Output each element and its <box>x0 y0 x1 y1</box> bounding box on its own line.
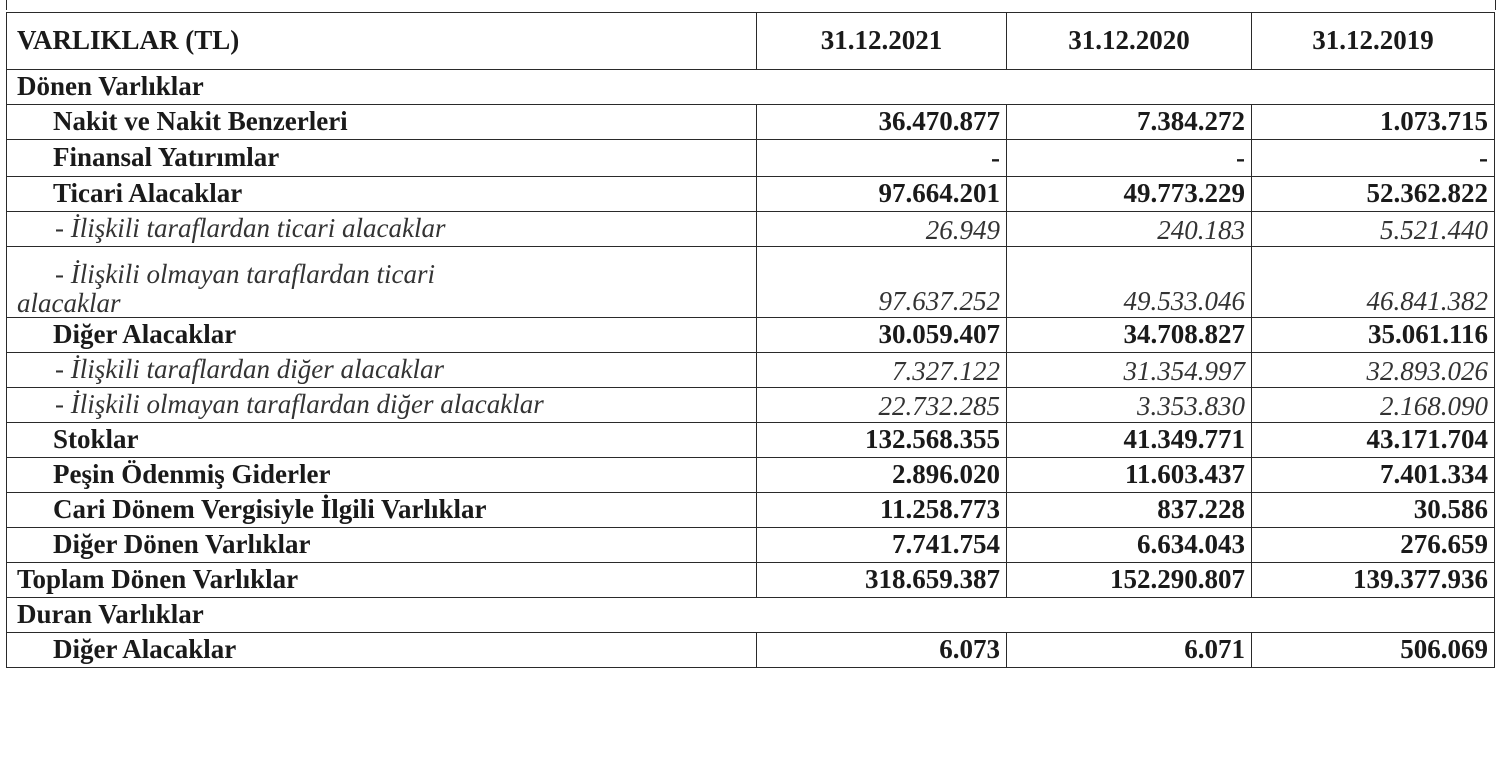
cell-2019: 52.362.822 <box>1252 177 1495 212</box>
cell-2019: 139.377.936 <box>1252 563 1495 598</box>
row-label: - İlişkili taraflardan ticari alacaklar <box>7 212 757 247</box>
row-label-line2: alacaklar <box>17 287 121 318</box>
row-label: Toplam Dönen Varlıklar <box>7 563 757 598</box>
table-row <box>7 212 1495 247</box>
table-row <box>7 318 1495 353</box>
cell-2021: 97.664.201 <box>757 177 1007 212</box>
table-row <box>7 633 1495 668</box>
cell-2021: 318.659.387 <box>757 563 1007 598</box>
cell-2021: 7.327.122 <box>757 353 1007 388</box>
table-top-edge <box>6 0 1496 10</box>
table-row <box>7 105 1495 140</box>
cell-2020: 31.354.997 <box>1007 353 1252 388</box>
cell-2019: 43.171.704 <box>1252 423 1495 458</box>
cell-2019: 35.061.116 <box>1252 318 1495 353</box>
table-header-row <box>7 13 1495 70</box>
section-row-current-assets <box>7 70 1495 105</box>
table-row <box>7 388 1495 423</box>
cell-2021: 2.896.020 <box>757 458 1007 493</box>
cell-2021: 26.949 <box>757 212 1007 247</box>
header-label: VARLIKLAR (TL) <box>7 13 757 70</box>
cell-2019: 7.401.334 <box>1252 458 1495 493</box>
cell-2020: 6.071 <box>1007 633 1252 668</box>
cell-2020: 34.708.827 <box>1007 318 1252 353</box>
cell-2021: 11.258.773 <box>757 493 1007 528</box>
row-label: Cari Dönem Vergisiyle İlgili Varlıklar <box>7 493 757 528</box>
cell-2021: - <box>757 140 1007 177</box>
cell-2020: 3.353.830 <box>1007 388 1252 423</box>
row-label: Diğer Dönen Varlıklar <box>7 528 757 563</box>
row-label-line1: - İlişkili olmayan taraflardan ticari <box>55 259 435 290</box>
row-label: Peşin Ödenmiş Giderler <box>7 458 757 493</box>
balance-sheet-table <box>6 12 1495 668</box>
table-row <box>7 140 1495 177</box>
cell-2019: 5.521.440 <box>1252 212 1495 247</box>
row-label: - İlişkili olmayan taraflardan diğer alacaklar <box>7 388 757 423</box>
cell-2020: 837.228 <box>1007 493 1252 528</box>
cell-2021: 97.637.252 <box>757 247 1007 318</box>
cell-2019: 46.841.382 <box>1252 247 1495 318</box>
header-col-2019: 31.12.2019 <box>1252 13 1495 70</box>
section-label: Dönen Varlıklar <box>7 70 1495 105</box>
row-label: Nakit ve Nakit Benzerleri <box>7 105 757 140</box>
cell-2019: 276.659 <box>1252 528 1495 563</box>
cell-2021: 6.073 <box>757 633 1007 668</box>
cell-2021: 7.741.754 <box>757 528 1007 563</box>
cell-2020: 152.290.807 <box>1007 563 1252 598</box>
cell-2021: 36.470.877 <box>757 105 1007 140</box>
cell-2019: 506.069 <box>1252 633 1495 668</box>
cell-2019: 30.586 <box>1252 493 1495 528</box>
row-label: Diğer Alacaklar <box>7 633 757 668</box>
table-row <box>7 247 1495 318</box>
header-col-2021: 31.12.2021 <box>757 13 1007 70</box>
header-col-2020: 31.12.2020 <box>1007 13 1252 70</box>
section-row-non-current-assets <box>7 598 1495 633</box>
row-label: Stoklar <box>7 423 757 458</box>
table-row <box>7 177 1495 212</box>
cell-2019: 1.073.715 <box>1252 105 1495 140</box>
row-label <box>7 247 757 318</box>
cell-2021: 30.059.407 <box>757 318 1007 353</box>
table-row <box>7 493 1495 528</box>
cell-2020: 6.634.043 <box>1007 528 1252 563</box>
table-row <box>7 458 1495 493</box>
row-label: Diğer Alacaklar <box>7 318 757 353</box>
row-label: Finansal Yatırımlar <box>7 140 757 177</box>
cell-2020: - <box>1007 140 1252 177</box>
cell-2019: 2.168.090 <box>1252 388 1495 423</box>
table-row <box>7 353 1495 388</box>
cell-2019: 32.893.026 <box>1252 353 1495 388</box>
cell-2020: 49.773.229 <box>1007 177 1252 212</box>
cell-2020: 240.183 <box>1007 212 1252 247</box>
row-label: Ticari Alacaklar <box>7 177 757 212</box>
cell-2020: 49.533.046 <box>1007 247 1252 318</box>
cell-2021: 132.568.355 <box>757 423 1007 458</box>
cell-2021: 22.732.285 <box>757 388 1007 423</box>
cell-2019: - <box>1252 140 1495 177</box>
cell-2020: 11.603.437 <box>1007 458 1252 493</box>
section-label: Duran Varlıklar <box>7 598 1495 633</box>
table-row <box>7 528 1495 563</box>
cell-2020: 41.349.771 <box>1007 423 1252 458</box>
total-row <box>7 563 1495 598</box>
row-label: - İlişkili taraflardan diğer alacaklar <box>7 353 757 388</box>
table-row <box>7 423 1495 458</box>
cell-2020: 7.384.272 <box>1007 105 1252 140</box>
